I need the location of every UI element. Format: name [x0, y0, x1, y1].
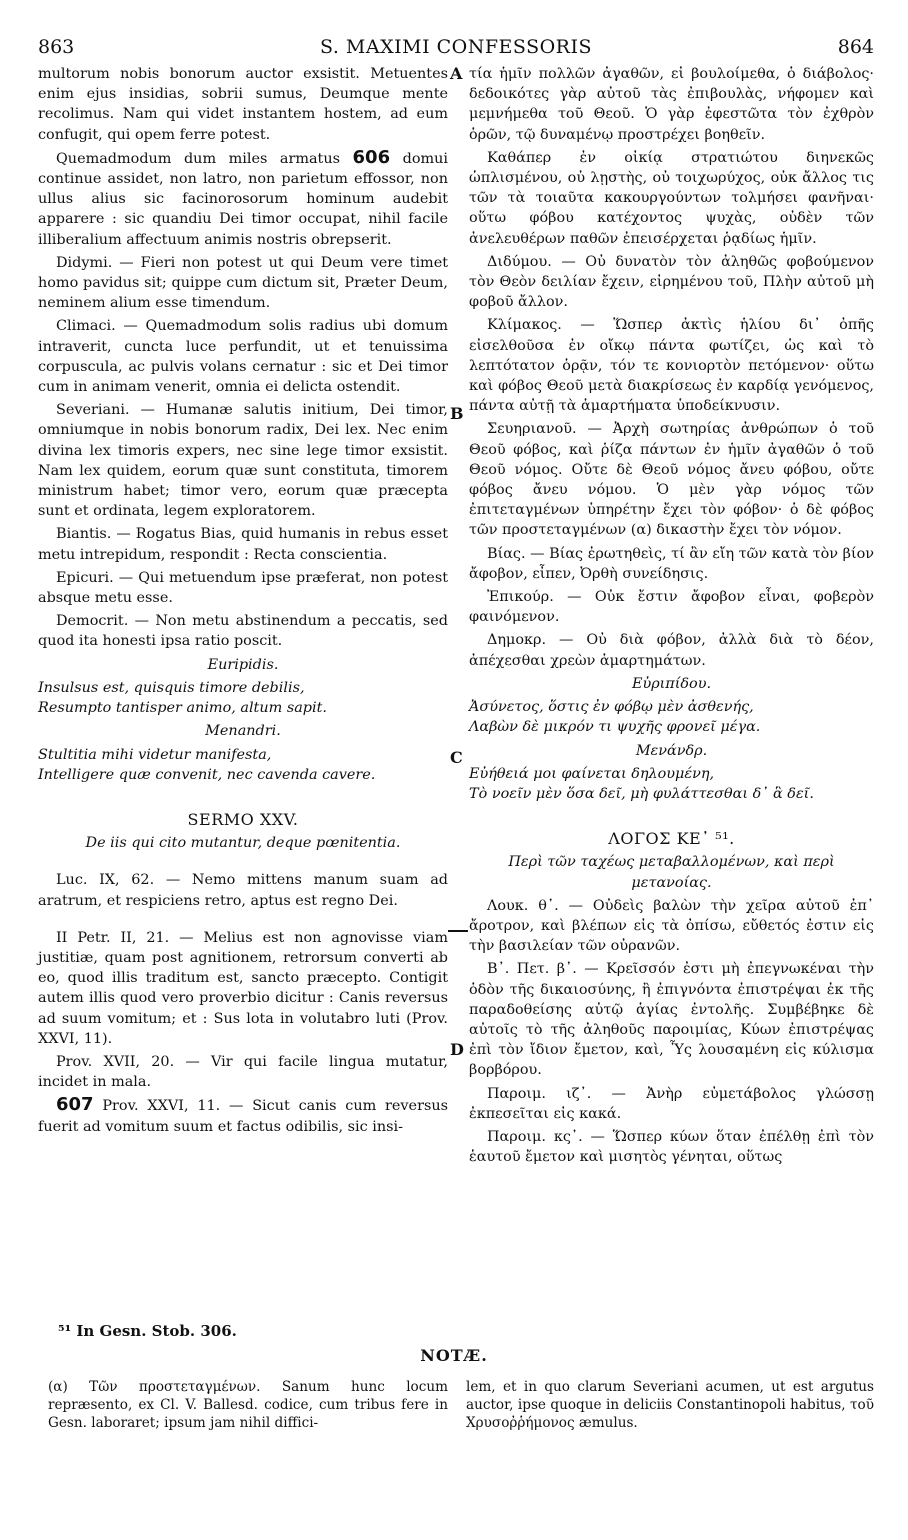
latin-para: Luc. IX, 62. — Nemo mittens manum suam ad aratrum, et respiciens retro, aptus est regno Dei.	[38, 872, 448, 909]
latin-verse: Resumpto tantisper animo, altum sapit.	[38, 700, 327, 717]
notae-text-left: (α) Τῶν προστεταγμένων. Sanum hunc locum repræsento, ex Cl. V. Ballesd. codice, cum tribus fere in Gesn. laboraret; ipsum jam nihil diffici-	[48, 1379, 448, 1431]
latin-column	[38, 64, 448, 1140]
latin-verse: Stultitia mihi videtur manifesta,	[38, 746, 272, 763]
latin-para: 607 Prov. XXVI, 11. — Sicut canis cum reversus fuerit ad vomitum suum et factus odibilis, sic insi-	[38, 1094, 448, 1135]
greek-heading: Μενάνδρ.	[635, 742, 708, 759]
greek-para: Καθάπερ ἐν οἰκίᾳ στρατιώτου διηνεκῶς ὡπλισμένου, οὐ λῃστὴς, οὐ τοιχωρύχος, οὐκ ἄλλος τις τῶν τὰ τοιαῦτα κακουργούντων τολμήσει φανῆναι· οὕτω φόβου κατέχοντος ψυχὰς, οὐδὲν τῶν ἀνελευθέρων παθῶν ἐπεισέρχεται ῥᾳδίως ἡμῖν.	[469, 149, 874, 247]
margin-marker-d: D	[450, 1040, 464, 1059]
footnote: ⁵¹ In Gesn. Stob. 306.	[58, 1322, 237, 1340]
greek-para: τία ἡμῖν πολλῶν ἀγαθῶν, εἰ βουλοίμεθα, ὁ διάβολος· δεδοικότες γὰρ αὐτοῦ τὰς ἐπιβουλὰς, νήφομεν καὶ μεμνήμεθα τοῦ Θεοῦ. Ὁ γὰρ ἐφεστῶτα τὸν ἐχθρὸν ὁρῶν, τῷ δυναμένῳ προστρέχει βοηθεῖν.	[469, 66, 874, 143]
latin-verse: Insulsus est, quisquis timore debilis,	[38, 679, 305, 696]
running-title: S. MAXIMI CONFESSORIS	[319, 36, 593, 58]
notae-text-right: lem, et in quo clarum Severiani acumen, ut est argutus auctor, ipse quoque in deliciis Constantinopoli habitus, τοῦ Χρυσοῤῥήμονος æmulus.	[466, 1379, 874, 1431]
page-number-right: 864	[837, 36, 874, 58]
margin-marker-b: B	[450, 404, 464, 423]
greek-para: Παροιμ. κς᾽. — Ὥσπερ κύων ὅταν ἐπέλθῃ ἐπὶ τὸν ἑαυτοῦ ἔμετον καὶ μισητὸς γένηται, οὕτως	[469, 1128, 874, 1166]
greek-para: Β᾽. Πετ. β᾽. — Κρεῖσσόν ἐστι μὴ ἐπεγνωκέναι τὴν ὁδὸν τῆς δικαιοσύνης, ἢ ἐπιγνόντα ἐπιστρέψαι ἐκ τῆς παραδοθείσης αὐτῷ ἁγίας ἐντολῆς. Συμβέβηκε δὲ αὐτοῖς τὸ τῆς ἀληθοῦς παροιμίας, Κύων ἐπιστρέψας ἐπὶ τὸν ἴδιον ἔμετον, καὶ, Ὗς λουσαμένη εἰς κύλισμα βορβόρου.	[469, 961, 874, 1079]
column-number: 607	[56, 1094, 94, 1116]
notae-title: NOTÆ.	[420, 1346, 488, 1365]
greek-sermon-subtitle: Περὶ τῶν ταχέως μεταβαλλομένων, καὶ περὶ μετανοίας.	[508, 854, 835, 891]
greek-sermon-title: ΛΟΓΟΣ ΚΕ᾽ ⁵¹.	[608, 829, 735, 849]
latin-sermon-title: SERMO XXV.	[187, 809, 299, 829]
latin-heading: Euripidis.	[207, 656, 279, 673]
greek-para: Κλίμακος. — Ὥσπερ ἀκτὶς ἡλίου δι᾽ ὀπῆς εἰσελθοῦσα ἐν οἴκῳ πάντα φωτίζει, ὡς καὶ τὸ λεπτότατον ὁρᾷν, τόν τε κονιορτὸν πετόμενον· οὕτω καὶ φόβος Θεοῦ μετὰ διακρίσεως ἐν καρδίᾳ γενόμενος, πάντα αὐτῇ τὰ ἁμαρτήματα ὑποδείκνυσιν.	[469, 317, 874, 415]
greek-para: Παροιμ. ιζ᾽. — Ἀνὴρ εὐμετάβολος γλώσσῃ ἐκπεσεῖται εἰς κακά.	[469, 1085, 874, 1122]
latin-para: Climaci. — Quemadmodum solis radius ubi domum intraverit, cuncta luce perfundit, ut et tenuissima corpuscula, ac pulvis volans cernatur : sic et Dei timor cum in animam venerit, omnia ei delicta ostendit.	[38, 318, 448, 396]
margin-marker-c: C	[450, 748, 463, 767]
latin-para: Prov. XVII, 20. — Vir qui facile lingua mutatur, incidet in mala.	[38, 1053, 448, 1091]
greek-para: Δημοκρ. — Οὐ διὰ φόβον, ἀλλὰ διὰ τὸ δέον, ἀπέχεσθαι χρεὼν ἁμαρτημάτων.	[469, 632, 874, 669]
page-header	[38, 36, 874, 60]
latin-para: multorum nobis bonorum auctor exsistit. Metuentes enim ejus insidias, sobrii sumus, Deumque mente recolimus. Nam qui videt instantem hostem, ad eum confugit, qui opem ferre potest.	[38, 66, 448, 143]
latin-para: Didymi. — Fieri non potest ut qui Deum vere timet homo pavidus sit; quippe cum dictum sit, Præter Deum, neminem alium esse timendum.	[38, 254, 448, 312]
greek-verse: Ἀσύνετος, ὅστις ἐν φόβῳ μὲν ἀσθενής,	[469, 699, 754, 716]
greek-para: Λουκ. θ᾽. — Οὐδεὶς βαλὼν τὴν χεῖρα αὐτοῦ ἐπ᾽ ἄροτρον, καὶ βλέπων εἰς τὰ ὀπίσω, εὔθετός ἐστιν εἰς τὴν βασιλείαν τῶν οὐρανῶν.	[469, 897, 874, 955]
greek-para: Σευηριανοῦ. — Ἀρχὴ σωτηρίας ἀνθρώπων ὁ τοῦ Θεοῦ φόβος, καὶ ῥίζα πάντων ἐν ἡμῖν ἀγαθῶν ὁ τοῦ Θεοῦ νόμος. Οὔτε δὲ Θεοῦ νόμος ἄνευ φόβου, οὔτε φόβος ἄνευ νόμου. Ὁ μὲν γὰρ νόμος τῶν ἐπιτεταγμένων ὑπηρέτην ἔχει τὸν φόβον· ὁ δὲ φόβος τῶν προστεταγμένων (α) δικαστὴν ἔχει τὸν νόμον.	[469, 421, 874, 539]
greek-heading: Εὐριπίδου.	[631, 675, 712, 692]
latin-para: II Petr. II, 21. — Melius est non agnovisse viam justitiæ, quam post agnitionem, retrorsum converti ab eo, quod illis traditum est, sancto præcepto. Contigit autem illis quod vero proverbio dicitur : Canis reversus ad suum vomitum; et : Sus lota in volutabro luti (Prov. XXVI, 11).	[38, 929, 448, 1047]
latin-heading: Menandri.	[205, 723, 281, 740]
greek-verse: Λαβὼν δὲ μικρόν τι ψυχῆς φρονεῖ μέγα.	[469, 719, 761, 736]
column-divider-dash	[448, 930, 468, 932]
greek-verse: Εὐήθειά μοι φαίνεται δηλουμένη,	[469, 765, 715, 782]
latin-para: Epicuri. — Qui metuendum ipse præferat, non potest absque metu esse.	[38, 569, 448, 607]
latin-para: Severiani. — Humanæ salutis initium, Dei timor, omniumque in nobis bonorum radix, Dei lex. Nec enim divina lex timoris expers, nec sine lege timor exsistit. Nam lex quidem, eorum quæ sunt constituta, timorem ministrum habet; timor vero, eorum quæ præcepta sunt et ordinata, legem exploratorem.	[38, 402, 448, 520]
latin-sermon-subtitle: De iis qui cito mutantur, deque pœnitentia.	[85, 835, 401, 852]
greek-para: Διδύμου. — Οὐ δυνατὸν τὸν ἀληθῶς φοβούμενον τὸν Θεὸν δειλίαν ἔχειν, εἰρημένου τοῦ, Πλὴν αὐτοῦ μὴ φοβοῦ ἄλλον.	[469, 253, 874, 311]
greek-para: Ἐπικούρ. — Οὐκ ἔστιν ἄφοβον εἶναι, φοβερὸν φαινόμενον.	[469, 589, 874, 626]
page-number-left: 863	[38, 36, 75, 58]
column-number: 606	[352, 146, 391, 168]
greek-para: Βίας. — Βίας ἐρωτηθεὶς, τί ἂν εἴη τῶν κατὰ τὸν βίον ἄφοβον, εἶπεν, Ὀρθὴ συνείδησις.	[469, 545, 874, 582]
greek-verse: Τὸ νοεῖν μὲν ὅσα δεῖ, μὴ φυλάττεσθαι δ᾽ ἃ δεῖ.	[469, 785, 814, 802]
latin-para: Quemadmodum dum miles armatus 606 domui continue assidet, non latro, non parietum effossor, non ullus alius sic facinorosorum hominum audebit apparere : sic quandiu Dei timor occupat, nihil facile illiberalium affectuum animis nostris obrepserit.	[38, 146, 448, 248]
latin-verse: Intelligere quæ convenit, nec cavenda cavere.	[38, 766, 376, 783]
greek-column	[469, 64, 874, 1170]
latin-para: Democrit. — Non metu abstinendum a peccatis, sed quod ita honesti ipsa ratio poscit.	[38, 613, 448, 650]
latin-para: Biantis. — Rogatus Bias, quid humanis in rebus esset metu intrepidum, respondit : Recta conscientia.	[38, 526, 448, 563]
margin-marker-a: A	[450, 64, 463, 83]
